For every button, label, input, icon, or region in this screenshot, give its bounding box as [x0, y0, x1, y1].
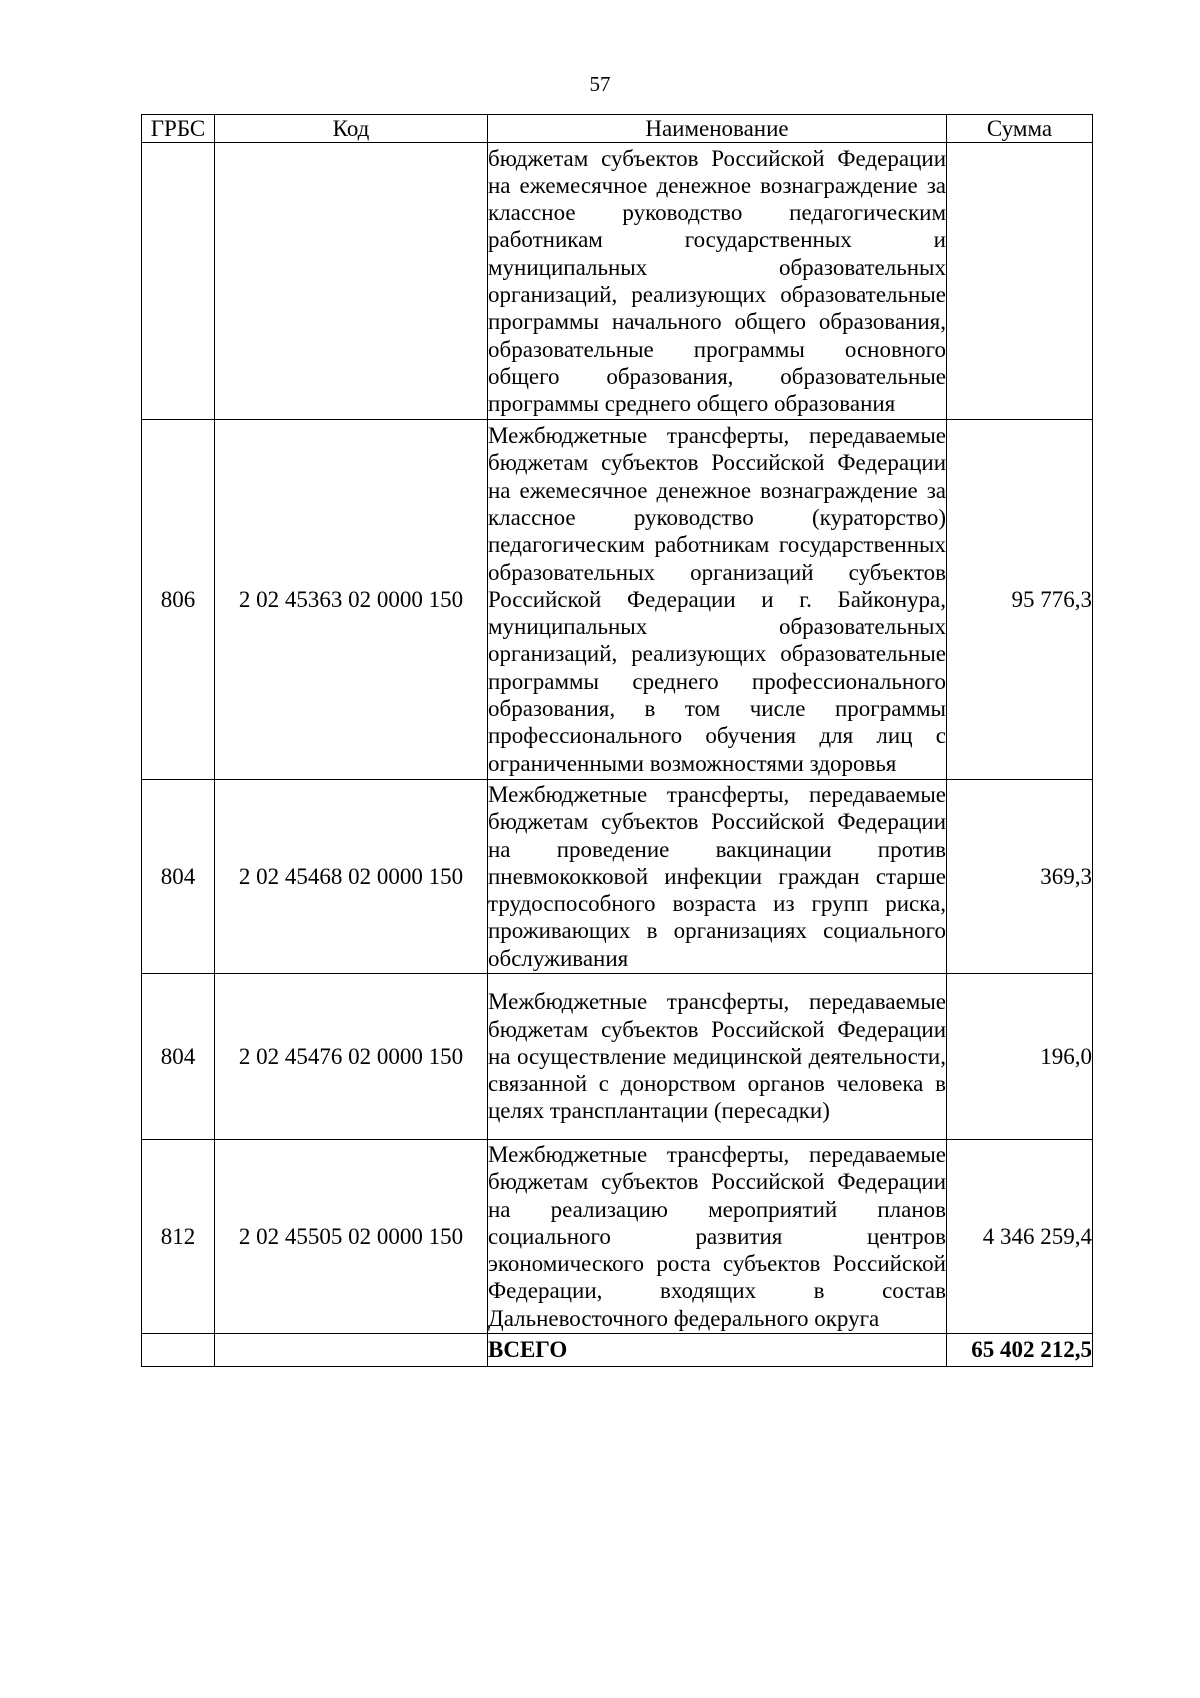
cell-grbs: 812	[142, 1140, 215, 1334]
budget-table	[141, 114, 1093, 1367]
cell-grbs-empty	[142, 1334, 215, 1367]
cell-grbs: 806	[142, 420, 215, 780]
cell-name: Межбюджетные трансферты, передаваемые бюджетам субъектов Российской Федерации на ежемесячное денежное вознаграждение за классное руководство (кураторство) педагогическим работникам государственных образовательных организаций субъектов Российской Федерации и г. Байконура, муниципальных образовательных организаций, реализующих образовательные программы среднего профессионального образования, в том числе программы профессионального обучения для лиц с ограниченными возможностями здоровья	[488, 420, 947, 780]
total-sum: 65 402 212,5	[947, 1334, 1093, 1367]
table-row	[142, 974, 1093, 1140]
cell-name: бюджетам субъектов Российской Федерации на ежемесячное денежное вознаграждение за классное руководство педагогическим работникам государственных и муниципальных образовательных организаций, реализующих образовательные программы начального общего образования, образовательные программы основного общего образования, образовательные программы среднего общего образования	[488, 143, 947, 420]
cell-grbs: 804	[142, 974, 215, 1140]
cell-sum: 369,3	[947, 780, 1093, 974]
header-grbs: ГРБС	[142, 115, 215, 143]
total-label: ВСЕГО	[488, 1334, 947, 1367]
table-row	[142, 420, 1093, 780]
page-number: 57	[589, 72, 611, 96]
cell-sum	[947, 143, 1093, 420]
table-header-row	[142, 115, 1093, 143]
cell-grbs: 804	[142, 780, 215, 974]
table-row	[142, 1140, 1093, 1334]
cell-sum: 4 346 259,4	[947, 1140, 1093, 1334]
cell-name: Межбюджетные трансферты, передаваемые бюджетам субъектов Российской Федерации на реализацию мероприятий планов социального развития центров экономического роста субъектов Российской Федерации, входящих в состав Дальневосточного федерального округа	[488, 1140, 947, 1334]
cell-sum: 95 776,3	[947, 420, 1093, 780]
cell-code	[215, 143, 488, 420]
cell-code-empty	[215, 1334, 488, 1367]
cell-sum: 196,0	[947, 974, 1093, 1140]
table-row	[142, 143, 1093, 420]
cell-grbs	[142, 143, 215, 420]
header-sum: Сумма	[947, 115, 1093, 143]
cell-code: 2 02 45363 02 0000 150	[215, 420, 488, 780]
header-name: Наименование	[488, 115, 947, 143]
cell-name: Межбюджетные трансферты, передаваемые бюджетам субъектов Российской Федерации на осуществление медицинской деятельности, связанной с донорством органов человека в целях трансплантации (пересадки)	[488, 974, 947, 1140]
header-code: Код	[215, 115, 488, 143]
cell-code: 2 02 45505 02 0000 150	[215, 1140, 488, 1334]
cell-code: 2 02 45476 02 0000 150	[215, 974, 488, 1140]
cell-name: Межбюджетные трансферты, передаваемые бюджетам субъектов Российской Федерации на проведение вакцинации против пневмококковой инфекции граждан старше трудоспособного возраста из групп риска, проживающих в организациях социального обслуживания	[488, 780, 947, 974]
table-row	[142, 780, 1093, 974]
table-total-row	[142, 1334, 1093, 1367]
cell-code: 2 02 45468 02 0000 150	[215, 780, 488, 974]
